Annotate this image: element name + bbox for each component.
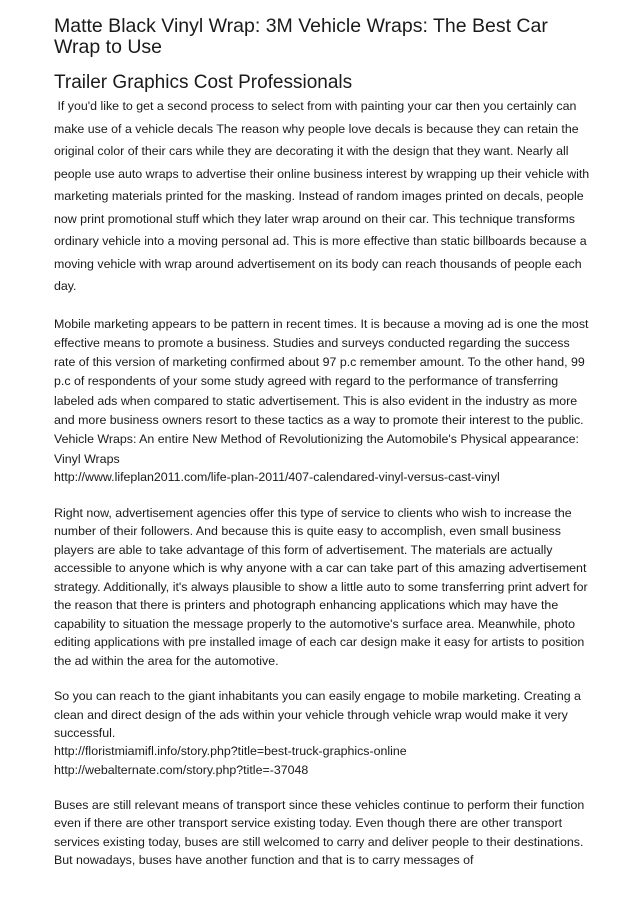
document-title: Matte Black Vinyl Wrap: 3M Vehicle Wraps: The Best Car Wrap to Use [54,15,548,58]
paragraph-mobile-marketing: Mobile marketing appears to be pattern in recent times. It is because a moving ad is one the most effective means to promote a business. Studies and surveys conducted regarding the success rate of this version of marketing confirmed about 97 p.c remember amount. To the other hand, 99 p.c of respondents of your some study agreed with regard to the performance of transferring labeled ads when compared to static advertisement. This is also evident in the industry as more and more business owners resort to these tactics as a way to promote their interest to the public. [54,316,589,427]
link-lifeplan[interactable]: http://www.lifeplan2011.com/life-plan-2011/407-calendared-vinyl-versus-cast-vinyl [54,469,500,484]
paragraph-intro: If you'd like to get a second process to select from with painting your car then you certainly can make use of a vehicle decals The reason why people love decals is because they can retain the original color of their cars while they are decorating it with the design that they want. Nearly all people use auto wraps to advertise their online business interest by wrapping up their vehicle with marketing materials printed for the masking. Instead of random images printed on decals, people now print promotional stuff which they later wrap around on their car. This technique transforms ordinary vehicle into a moving personal ad. This is more effective than static billboards because a moving vehicle with wrap around advertisement on its body can reach thousands of people each day. [54,99,593,293]
document-page [54,16,594,870]
link-floristmiamifl[interactable]: http://floristmiamifl.info/story.php?title=best-truck-graphics-online [54,744,407,759]
section-heading: Trailer Graphics Cost Professionals [54,72,353,93]
link-webalternate[interactable]: http://webalternate.com/story.php?title=-37048 [54,762,309,777]
paragraph-agencies: Right now, advertisement agencies offer this type of service to clients who wish to increase the number of their followers. And because this is quite easy to accomplish, even small business players are able to take advantage of this form of advertisement. The materials are actually accessible to anyone which is why anyone with a car can take part of this amazing advertisement strategy. Additionally, it's always plausible to show a little auto to some transferring print advert for the reason that there is printers and photograph enhancing applications which may have the capability to situation the message properly to the automotive's surface area. Meanwhile, photo editing applications with pre installed image of each car design make it easy for artists to position the ad within the area for the automotive. [54,505,588,668]
link-list [54,742,594,779]
paragraph-reach: So you can reach to the giant inhabitants you can easily engage to mobile marketing. Creating a clean and direct design of the ads within your vehicle through vehicle wrap would make it very successful. [54,689,581,740]
paragraph-buses: Buses are still relevant means of transport since these vehicles continue to perform their function even if there are other transport service existing today. Even though there are other transport services existing today, buses are still welcomed to carry and deliver people to their destinations. But nowadays, buses have another function and that is to carry messages of [54,797,585,868]
article-subheading: Vehicle Wraps: An entire New Method of Revolutionizing the Automobile's Physical appearance: Vinyl Wraps [54,432,579,466]
